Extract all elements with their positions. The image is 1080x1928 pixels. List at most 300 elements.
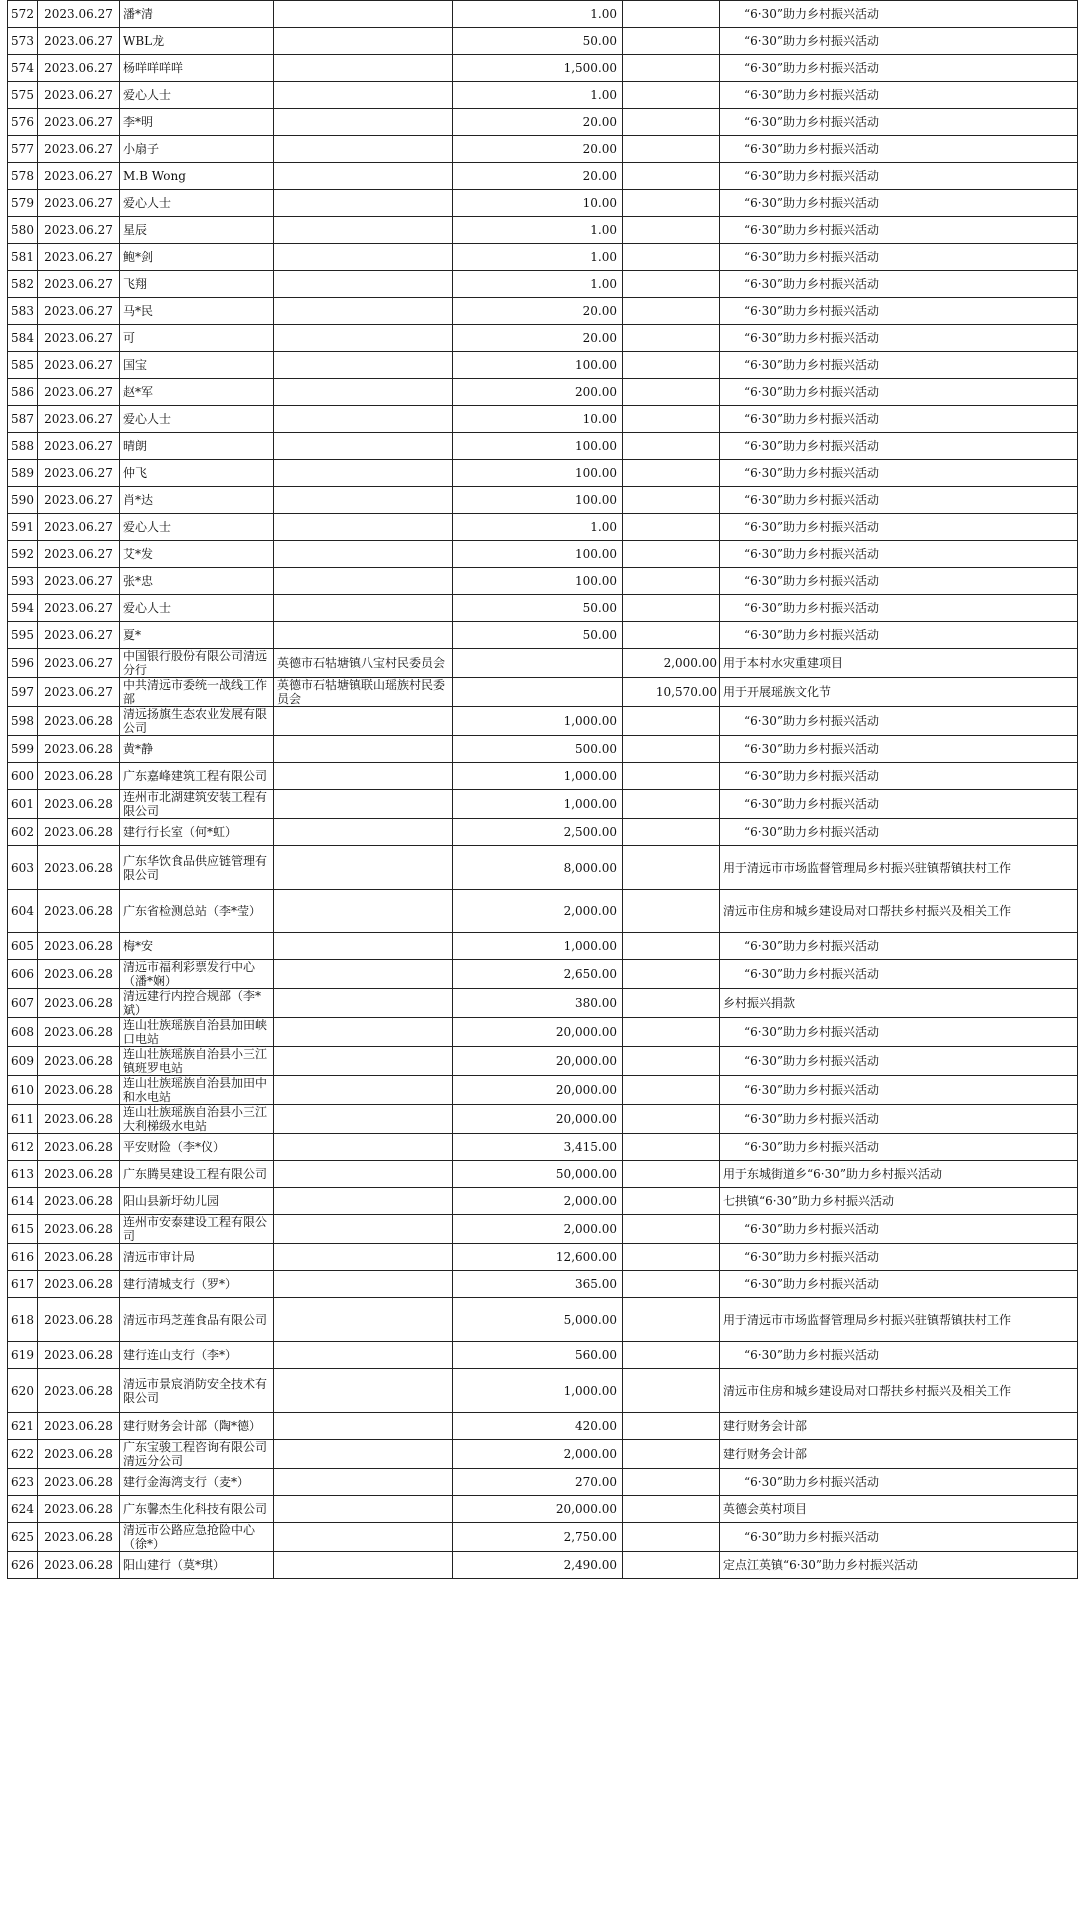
date-cell: 2023.06.27: [38, 487, 120, 514]
row-number-cell: 616: [8, 1244, 38, 1271]
purpose-cell: “6·30”助力乡村振兴活动: [720, 406, 1078, 433]
amount-transferred-cell: [623, 460, 720, 487]
date-cell: 2023.06.28: [38, 933, 120, 960]
table-row: [8, 325, 1078, 352]
recipient-name-cell: [274, 1298, 453, 1342]
table-row: [8, 136, 1078, 163]
purpose-cell: “6·30”助力乡村振兴活动: [720, 622, 1078, 649]
date-cell: 2023.06.27: [38, 136, 120, 163]
purpose-cell: “6·30”助力乡村振兴活动: [720, 1076, 1078, 1105]
table-row: [8, 1161, 1078, 1188]
amount-transferred-cell: [623, 1271, 720, 1298]
table-row: [8, 1244, 1078, 1271]
amount-transferred-cell: [623, 55, 720, 82]
purpose-cell: “6·30”助力乡村振兴活动: [720, 325, 1078, 352]
row-number-cell: 620: [8, 1369, 38, 1413]
date-cell: 2023.06.27: [38, 568, 120, 595]
amount-cell: 12,600.00: [453, 1244, 623, 1271]
amount-transferred-cell: [623, 790, 720, 819]
donor-name-cell: 夏*: [120, 622, 274, 649]
recipient-name-cell: [274, 136, 453, 163]
date-cell: 2023.06.28: [38, 846, 120, 890]
amount-cell: [453, 649, 623, 678]
date-cell: 2023.06.28: [38, 1076, 120, 1105]
date-cell: 2023.06.27: [38, 541, 120, 568]
date-cell: 2023.06.28: [38, 1134, 120, 1161]
purpose-cell: 建行财务会计部: [720, 1413, 1078, 1440]
purpose-cell: “6·30”助力乡村振兴活动: [720, 55, 1078, 82]
recipient-name-cell: 英德市石牯塘镇联山瑶族村民委员会: [274, 678, 453, 707]
recipient-name-cell: [274, 819, 453, 846]
table-row: [8, 1496, 1078, 1523]
amount-transferred-cell: [623, 819, 720, 846]
amount-transferred-cell: [623, 960, 720, 989]
row-number-cell: 586: [8, 379, 38, 406]
purpose-cell: “6·30”助力乡村振兴活动: [720, 190, 1078, 217]
table-row: [8, 1342, 1078, 1369]
amount-transferred-cell: [623, 1469, 720, 1496]
amount-transferred-cell: [623, 1244, 720, 1271]
row-number-cell: 612: [8, 1134, 38, 1161]
recipient-name-cell: [274, 595, 453, 622]
table-row: [8, 541, 1078, 568]
purpose-cell: 用于清远市市场监督管理局乡村振兴驻镇帮镇扶村工作: [720, 846, 1078, 890]
row-number-cell: 603: [8, 846, 38, 890]
donor-name-cell: 广东华饮食品供应链管理有限公司: [120, 846, 274, 890]
amount-transferred-cell: [623, 1047, 720, 1076]
amount-cell: 1.00: [453, 82, 623, 109]
donor-name-cell: 可: [120, 325, 274, 352]
donor-name-cell: 连州市北湖建筑安装工程有限公司: [120, 790, 274, 819]
amount-cell: 1,500.00: [453, 55, 623, 82]
donor-name-cell: 星辰: [120, 217, 274, 244]
amount-transferred-cell: 10,570.00: [623, 678, 720, 707]
amount-cell: 1,000.00: [453, 933, 623, 960]
recipient-name-cell: [274, 352, 453, 379]
recipient-name-cell: [274, 960, 453, 989]
amount-cell: 20.00: [453, 136, 623, 163]
purpose-cell: 用于东城街道乡“6·30”助力乡村振兴活动: [720, 1161, 1078, 1188]
recipient-name-cell: [274, 1188, 453, 1215]
recipient-name-cell: [274, 1105, 453, 1134]
donor-name-cell: 清远市景宸消防安全技术有限公司: [120, 1369, 274, 1413]
amount-cell: 420.00: [453, 1413, 623, 1440]
date-cell: 2023.06.27: [38, 433, 120, 460]
table-row: [8, 1413, 1078, 1440]
table-row: [8, 460, 1078, 487]
amount-cell: [453, 678, 623, 707]
date-cell: 2023.06.28: [38, 1215, 120, 1244]
date-cell: 2023.06.27: [38, 406, 120, 433]
row-number-cell: 619: [8, 1342, 38, 1369]
amount-cell: 1,000.00: [453, 1369, 623, 1413]
table-row: [8, 1469, 1078, 1496]
donor-name-cell: 清远市审计局: [120, 1244, 274, 1271]
amount-cell: 100.00: [453, 352, 623, 379]
recipient-name-cell: [274, 217, 453, 244]
table-row: [8, 1369, 1078, 1413]
purpose-cell: “6·30”助力乡村振兴活动: [720, 1215, 1078, 1244]
row-number-cell: 626: [8, 1552, 38, 1579]
amount-cell: 1,000.00: [453, 707, 623, 736]
amount-cell: 365.00: [453, 1271, 623, 1298]
amount-cell: 100.00: [453, 487, 623, 514]
amount-transferred-cell: [623, 736, 720, 763]
recipient-name-cell: [274, 244, 453, 271]
date-cell: 2023.06.27: [38, 298, 120, 325]
donor-name-cell: 梅*安: [120, 933, 274, 960]
purpose-cell: “6·30”助力乡村振兴活动: [720, 163, 1078, 190]
donor-name-cell: 张*忠: [120, 568, 274, 595]
table-body: [8, 1, 1078, 1579]
donor-name-cell: 建行行长室（何*虹）: [120, 819, 274, 846]
row-number-cell: 583: [8, 298, 38, 325]
amount-transferred-cell: [623, 1, 720, 28]
purpose-cell: “6·30”助力乡村振兴活动: [720, 819, 1078, 846]
table-row: [8, 890, 1078, 933]
recipient-name-cell: [274, 1496, 453, 1523]
amount-cell: 8,000.00: [453, 846, 623, 890]
amount-cell: 2,000.00: [453, 1188, 623, 1215]
table-row: [8, 190, 1078, 217]
amount-transferred-cell: [623, 82, 720, 109]
amount-cell: 1.00: [453, 271, 623, 298]
amount-cell: 50,000.00: [453, 1161, 623, 1188]
donor-name-cell: 广东省检测总站（李*莹）: [120, 890, 274, 933]
donor-name-cell: 连山壮族瑶族自治县小三江大利梯级水电站: [120, 1105, 274, 1134]
table-row: [8, 1134, 1078, 1161]
amount-cell: 20,000.00: [453, 1018, 623, 1047]
donor-name-cell: 建行财务会计部（陶*德）: [120, 1413, 274, 1440]
donor-name-cell: 清远市公路应急抢险中心（徐*）: [120, 1523, 274, 1552]
table-row: [8, 55, 1078, 82]
donor-name-cell: 建行金海湾支行（麦*）: [120, 1469, 274, 1496]
table-row: [8, 109, 1078, 136]
date-cell: 2023.06.27: [38, 595, 120, 622]
table-row: [8, 1523, 1078, 1552]
amount-transferred-cell: [623, 325, 720, 352]
table-row: [8, 736, 1078, 763]
date-cell: 2023.06.27: [38, 460, 120, 487]
recipient-name-cell: [274, 406, 453, 433]
table-row: [8, 352, 1078, 379]
table-row: [8, 960, 1078, 989]
recipient-name-cell: [274, 82, 453, 109]
date-cell: 2023.06.27: [38, 163, 120, 190]
amount-cell: 100.00: [453, 460, 623, 487]
table-row: [8, 271, 1078, 298]
row-number-cell: 598: [8, 707, 38, 736]
donor-name-cell: 爱心人士: [120, 190, 274, 217]
amount-transferred-cell: [623, 271, 720, 298]
row-number-cell: 606: [8, 960, 38, 989]
table-row: [8, 433, 1078, 460]
recipient-name-cell: [274, 1076, 453, 1105]
table-row: [8, 1298, 1078, 1342]
donor-name-cell: 黄*静: [120, 736, 274, 763]
date-cell: 2023.06.28: [38, 1188, 120, 1215]
recipient-name-cell: [274, 1047, 453, 1076]
donor-name-cell: 肖*达: [120, 487, 274, 514]
date-cell: 2023.06.28: [38, 960, 120, 989]
purpose-cell: “6·30”助力乡村振兴活动: [720, 1047, 1078, 1076]
recipient-name-cell: [274, 1244, 453, 1271]
donor-name-cell: 赵*军: [120, 379, 274, 406]
row-number-cell: 582: [8, 271, 38, 298]
donor-name-cell: 建行清城支行（罗*）: [120, 1271, 274, 1298]
table-row: [8, 622, 1078, 649]
purpose-cell: “6·30”助力乡村振兴活动: [720, 460, 1078, 487]
date-cell: 2023.06.28: [38, 790, 120, 819]
amount-transferred-cell: [623, 136, 720, 163]
date-cell: 2023.06.28: [38, 1105, 120, 1134]
amount-cell: 20.00: [453, 109, 623, 136]
purpose-cell: “6·30”助力乡村振兴活动: [720, 379, 1078, 406]
amount-transferred-cell: [623, 541, 720, 568]
purpose-cell: 用于开展瑶族文化节: [720, 678, 1078, 707]
table-row: [8, 487, 1078, 514]
table-row: [8, 649, 1078, 678]
date-cell: 2023.06.27: [38, 55, 120, 82]
amount-cell: 100.00: [453, 433, 623, 460]
amount-transferred-cell: [623, 1215, 720, 1244]
amount-cell: 1,000.00: [453, 763, 623, 790]
row-number-cell: 596: [8, 649, 38, 678]
amount-cell: 50.00: [453, 595, 623, 622]
purpose-cell: 用于清远市市场监督管理局乡村振兴驻镇帮镇扶村工作: [720, 1298, 1078, 1342]
table-row: [8, 298, 1078, 325]
amount-transferred-cell: [623, 1523, 720, 1552]
amount-transferred-cell: [623, 890, 720, 933]
amount-transferred-cell: [623, 1134, 720, 1161]
row-number-cell: 578: [8, 163, 38, 190]
row-number-cell: 625: [8, 1523, 38, 1552]
purpose-cell: “6·30”助力乡村振兴活动: [720, 487, 1078, 514]
date-cell: 2023.06.28: [38, 819, 120, 846]
donor-name-cell: 爱心人士: [120, 514, 274, 541]
amount-transferred-cell: [623, 989, 720, 1018]
recipient-name-cell: [274, 790, 453, 819]
amount-cell: 1.00: [453, 514, 623, 541]
amount-cell: 2,000.00: [453, 1215, 623, 1244]
donor-name-cell: 国宝: [120, 352, 274, 379]
row-number-cell: 574: [8, 55, 38, 82]
amount-cell: 2,000.00: [453, 890, 623, 933]
donor-name-cell: 清远扬旗生态农业发展有限公司: [120, 707, 274, 736]
date-cell: 2023.06.28: [38, 1369, 120, 1413]
date-cell: 2023.06.28: [38, 1161, 120, 1188]
amount-cell: 5,000.00: [453, 1298, 623, 1342]
donor-name-cell: 中国银行股份有限公司清远分行: [120, 649, 274, 678]
amount-transferred-cell: [623, 1298, 720, 1342]
recipient-name-cell: [274, 1552, 453, 1579]
table-row: [8, 763, 1078, 790]
table-row: [8, 1188, 1078, 1215]
row-number-cell: 617: [8, 1271, 38, 1298]
amount-transferred-cell: [623, 244, 720, 271]
purpose-cell: “6·30”助力乡村振兴活动: [720, 433, 1078, 460]
recipient-name-cell: [274, 622, 453, 649]
amount-transferred-cell: [623, 352, 720, 379]
amount-transferred-cell: 2,000.00: [623, 649, 720, 678]
row-number-cell: 610: [8, 1076, 38, 1105]
table-row: [8, 514, 1078, 541]
row-number-cell: 608: [8, 1018, 38, 1047]
amount-transferred-cell: [623, 763, 720, 790]
amount-cell: 2,750.00: [453, 1523, 623, 1552]
recipient-name-cell: [274, 846, 453, 890]
amount-cell: 10.00: [453, 406, 623, 433]
donor-name-cell: 连山壮族瑶族自治县加田峡口电站: [120, 1018, 274, 1047]
date-cell: 2023.06.27: [38, 82, 120, 109]
purpose-cell: “6·30”助力乡村振兴活动: [720, 790, 1078, 819]
table-row: [8, 707, 1078, 736]
date-cell: 2023.06.28: [38, 1440, 120, 1469]
row-number-cell: 618: [8, 1298, 38, 1342]
recipient-name-cell: [274, 1, 453, 28]
row-number-cell: 576: [8, 109, 38, 136]
purpose-cell: “6·30”助力乡村振兴活动: [720, 707, 1078, 736]
row-number-cell: 615: [8, 1215, 38, 1244]
donor-name-cell: 清远市玛芝莲食品有限公司: [120, 1298, 274, 1342]
row-number-cell: 622: [8, 1440, 38, 1469]
donor-name-cell: 广东嘉峰建筑工程有限公司: [120, 763, 274, 790]
donor-name-cell: 马*民: [120, 298, 274, 325]
recipient-name-cell: [274, 1342, 453, 1369]
amount-transferred-cell: [623, 1188, 720, 1215]
purpose-cell: 建行财务会计部: [720, 1440, 1078, 1469]
date-cell: 2023.06.28: [38, 736, 120, 763]
table-row: [8, 379, 1078, 406]
donor-name-cell: 清远市福利彩票发行中心（潘*娴）: [120, 960, 274, 989]
purpose-cell: “6·30”助力乡村振兴活动: [720, 1134, 1078, 1161]
donor-name-cell: 爱心人士: [120, 406, 274, 433]
purpose-cell: “6·30”助力乡村振兴活动: [720, 1523, 1078, 1552]
recipient-name-cell: [274, 933, 453, 960]
table-row: [8, 933, 1078, 960]
recipient-name-cell: [274, 1413, 453, 1440]
row-number-cell: 581: [8, 244, 38, 271]
purpose-cell: “6·30”助力乡村振兴活动: [720, 568, 1078, 595]
purpose-cell: “6·30”助力乡村振兴活动: [720, 514, 1078, 541]
date-cell: 2023.06.28: [38, 1018, 120, 1047]
purpose-cell: “6·30”助力乡村振兴活动: [720, 82, 1078, 109]
purpose-cell: “6·30”助力乡村振兴活动: [720, 1244, 1078, 1271]
row-number-cell: 611: [8, 1105, 38, 1134]
date-cell: 2023.06.28: [38, 1298, 120, 1342]
row-number-cell: 624: [8, 1496, 38, 1523]
row-number-cell: 621: [8, 1413, 38, 1440]
date-cell: 2023.06.27: [38, 352, 120, 379]
amount-transferred-cell: [623, 846, 720, 890]
amount-transferred-cell: [623, 595, 720, 622]
row-number-cell: 593: [8, 568, 38, 595]
donor-name-cell: 爱心人士: [120, 82, 274, 109]
amount-cell: 380.00: [453, 989, 623, 1018]
purpose-cell: “6·30”助力乡村振兴活动: [720, 244, 1078, 271]
amount-cell: 10.00: [453, 190, 623, 217]
table-row: [8, 28, 1078, 55]
donor-name-cell: 连山壮族瑶族自治县加田中和水电站: [120, 1076, 274, 1105]
amount-cell: 20,000.00: [453, 1047, 623, 1076]
donor-name-cell: 阳山建行（莫*琪）: [120, 1552, 274, 1579]
purpose-cell: “6·30”助力乡村振兴活动: [720, 352, 1078, 379]
purpose-cell: “6·30”助力乡村振兴活动: [720, 541, 1078, 568]
donor-name-cell: 小扇子: [120, 136, 274, 163]
amount-transferred-cell: [623, 514, 720, 541]
date-cell: 2023.06.27: [38, 109, 120, 136]
row-number-cell: 577: [8, 136, 38, 163]
amount-cell: 200.00: [453, 379, 623, 406]
date-cell: 2023.06.27: [38, 1, 120, 28]
donor-name-cell: 阳山县新圩幼儿园: [120, 1188, 274, 1215]
row-number-cell: 607: [8, 989, 38, 1018]
row-number-cell: 585: [8, 352, 38, 379]
table-row: [8, 1076, 1078, 1105]
row-number-cell: 614: [8, 1188, 38, 1215]
donor-name-cell: 广东馨杰生化科技有限公司: [120, 1496, 274, 1523]
purpose-cell: 用于本村水灾重建项目: [720, 649, 1078, 678]
donor-name-cell: 连州市安泰建设工程有限公司: [120, 1215, 274, 1244]
row-number-cell: 579: [8, 190, 38, 217]
donor-name-cell: 广东宝骏工程咨询有限公司清远分公司: [120, 1440, 274, 1469]
recipient-name-cell: [274, 1018, 453, 1047]
recipient-name-cell: [274, 190, 453, 217]
row-number-cell: 584: [8, 325, 38, 352]
amount-cell: 20,000.00: [453, 1496, 623, 1523]
table-row: [8, 790, 1078, 819]
date-cell: 2023.06.28: [38, 989, 120, 1018]
amount-cell: 1,000.00: [453, 790, 623, 819]
recipient-name-cell: [274, 1440, 453, 1469]
amount-cell: 20.00: [453, 163, 623, 190]
date-cell: 2023.06.28: [38, 1342, 120, 1369]
purpose-cell: 英德会英村项目: [720, 1496, 1078, 1523]
row-number-cell: 604: [8, 890, 38, 933]
recipient-name-cell: [274, 379, 453, 406]
amount-transferred-cell: [623, 707, 720, 736]
row-number-cell: 588: [8, 433, 38, 460]
amount-transferred-cell: [623, 1076, 720, 1105]
donor-name-cell: 李*明: [120, 109, 274, 136]
amount-cell: 500.00: [453, 736, 623, 763]
recipient-name-cell: [274, 55, 453, 82]
date-cell: 2023.06.27: [38, 217, 120, 244]
amount-cell: 1.00: [453, 1, 623, 28]
amount-cell: 50.00: [453, 28, 623, 55]
table-row: [8, 678, 1078, 707]
amount-transferred-cell: [623, 406, 720, 433]
donor-name-cell: WBL龙: [120, 28, 274, 55]
donor-name-cell: 潘*清: [120, 1, 274, 28]
amount-cell: 100.00: [453, 568, 623, 595]
purpose-cell: “6·30”助力乡村振兴活动: [720, 595, 1078, 622]
amount-transferred-cell: [623, 1440, 720, 1469]
row-number-cell: 580: [8, 217, 38, 244]
recipient-name-cell: [274, 1271, 453, 1298]
donor-name-cell: 平安财险（李*仪）: [120, 1134, 274, 1161]
row-number-cell: 573: [8, 28, 38, 55]
recipient-name-cell: [274, 109, 453, 136]
row-number-cell: 623: [8, 1469, 38, 1496]
row-number-cell: 575: [8, 82, 38, 109]
date-cell: 2023.06.27: [38, 514, 120, 541]
recipient-name-cell: [274, 568, 453, 595]
table-row: [8, 406, 1078, 433]
table-row: [8, 82, 1078, 109]
amount-cell: 1.00: [453, 217, 623, 244]
donation-table: [7, 0, 1078, 1579]
